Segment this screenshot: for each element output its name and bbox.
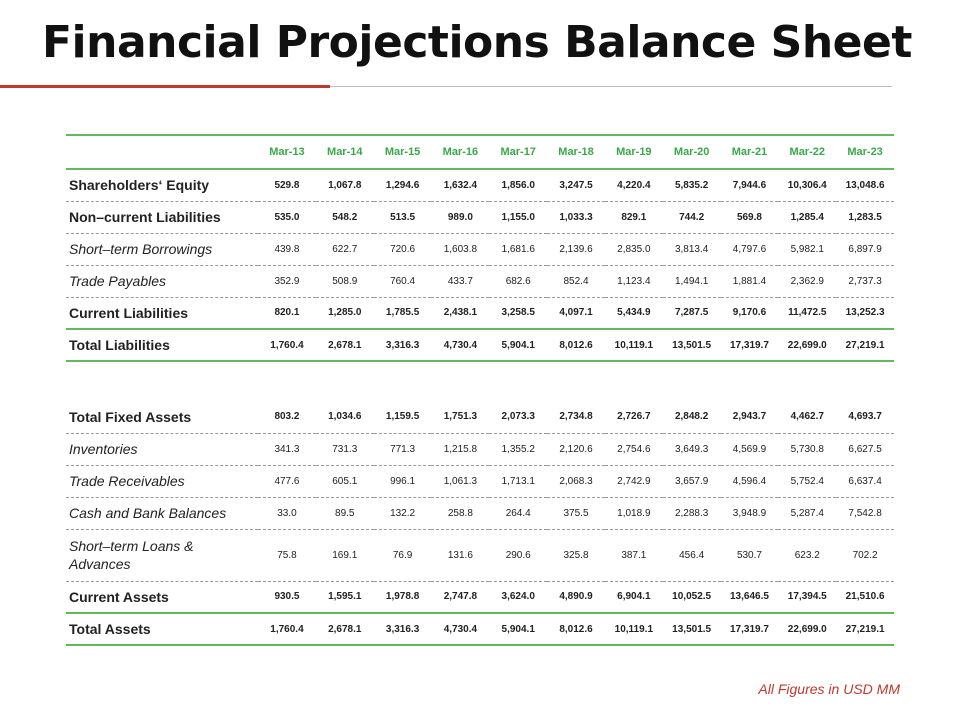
value-cell: 27,219.1 xyxy=(836,613,894,645)
value-cell: 1,215.8 xyxy=(431,433,489,465)
value-cell: 13,501.5 xyxy=(663,613,721,645)
units-footnote: All Figures in USD MM xyxy=(758,681,900,697)
value-cell: 258.8 xyxy=(431,497,489,529)
value-cell: 387.1 xyxy=(605,529,663,581)
value-cell: 2,438.1 xyxy=(431,297,489,329)
column-header: Mar-16 xyxy=(431,135,489,169)
value-cell: 4,730.4 xyxy=(431,329,489,361)
value-cell: 3,813.4 xyxy=(663,233,721,265)
value-cell: 3,316.3 xyxy=(374,329,432,361)
column-header: Mar-23 xyxy=(836,135,894,169)
value-cell: 89.5 xyxy=(316,497,374,529)
value-cell: 169.1 xyxy=(316,529,374,581)
value-cell: 3,624.0 xyxy=(489,581,547,613)
table-row xyxy=(66,233,894,265)
column-header: Mar-14 xyxy=(316,135,374,169)
value-cell: 1,785.5 xyxy=(374,297,432,329)
value-cell: 8,012.6 xyxy=(547,613,605,645)
value-cell: 5,730.8 xyxy=(778,433,836,465)
value-cell: 3,247.5 xyxy=(547,169,605,201)
value-cell: 27,219.1 xyxy=(836,329,894,361)
value-cell: 2,288.3 xyxy=(663,497,721,529)
value-cell: 760.4 xyxy=(374,265,432,297)
value-cell: 75.8 xyxy=(258,529,316,581)
value-cell: 433.7 xyxy=(431,265,489,297)
value-cell: 2,073.3 xyxy=(489,401,547,433)
value-cell: 1,760.4 xyxy=(258,613,316,645)
value-cell: 7,542.8 xyxy=(836,497,894,529)
value-cell: 2,747.8 xyxy=(431,581,489,613)
value-cell: 2,943.7 xyxy=(721,401,779,433)
value-cell: 605.1 xyxy=(316,465,374,497)
value-cell: 2,737.3 xyxy=(836,265,894,297)
value-cell: 352.9 xyxy=(258,265,316,297)
value-cell: 1,294.6 xyxy=(374,169,432,201)
value-cell: 2,678.1 xyxy=(316,329,374,361)
table-row xyxy=(66,401,894,433)
value-cell: 803.2 xyxy=(258,401,316,433)
value-cell: 1,713.1 xyxy=(489,465,547,497)
row-label: Non–current Liabilities xyxy=(66,201,258,233)
value-cell: 548.2 xyxy=(316,201,374,233)
spacer-cell xyxy=(66,361,894,401)
value-cell: 1,494.1 xyxy=(663,265,721,297)
value-cell: 375.5 xyxy=(547,497,605,529)
column-header: Mar-21 xyxy=(721,135,779,169)
value-cell: 513.5 xyxy=(374,201,432,233)
value-cell: 569.8 xyxy=(721,201,779,233)
value-cell: 341.3 xyxy=(258,433,316,465)
column-header: Mar-22 xyxy=(778,135,836,169)
value-cell: 1,751.3 xyxy=(431,401,489,433)
value-cell: 477.6 xyxy=(258,465,316,497)
table-row xyxy=(66,329,894,361)
value-cell: 1,681.6 xyxy=(489,233,547,265)
page-title: Financial Projections Balance Sheet xyxy=(42,17,912,68)
value-cell: 13,501.5 xyxy=(663,329,721,361)
value-cell: 33.0 xyxy=(258,497,316,529)
value-cell: 3,258.5 xyxy=(489,297,547,329)
value-cell: 13,048.6 xyxy=(836,169,894,201)
value-cell: 820.1 xyxy=(258,297,316,329)
value-cell: 4,569.9 xyxy=(721,433,779,465)
value-cell: 2,726.7 xyxy=(605,401,663,433)
value-cell: 5,434.9 xyxy=(605,297,663,329)
value-cell: 21,510.6 xyxy=(836,581,894,613)
column-header: Mar-17 xyxy=(489,135,547,169)
value-cell: 1,283.5 xyxy=(836,201,894,233)
value-cell: 771.3 xyxy=(374,433,432,465)
value-cell: 2,068.3 xyxy=(547,465,605,497)
column-header: Mar-19 xyxy=(605,135,663,169)
value-cell: 702.2 xyxy=(836,529,894,581)
value-cell: 530.7 xyxy=(721,529,779,581)
value-cell: 989.0 xyxy=(431,201,489,233)
value-cell: 2,678.1 xyxy=(316,613,374,645)
column-header: Mar-13 xyxy=(258,135,316,169)
value-cell: 623.2 xyxy=(778,529,836,581)
value-cell: 3,657.9 xyxy=(663,465,721,497)
value-cell: 9,170.6 xyxy=(721,297,779,329)
value-cell: 930.5 xyxy=(258,581,316,613)
value-cell: 1,603.8 xyxy=(431,233,489,265)
value-cell: 535.0 xyxy=(258,201,316,233)
value-cell: 2,139.6 xyxy=(547,233,605,265)
table-row xyxy=(66,297,894,329)
value-cell: 6,897.9 xyxy=(836,233,894,265)
column-header: Mar-20 xyxy=(663,135,721,169)
value-cell: 5,835.2 xyxy=(663,169,721,201)
row-label: Total Fixed Assets xyxy=(66,401,258,433)
row-label: Cash and Bank Balances xyxy=(66,497,258,529)
title-underline-divider xyxy=(330,86,892,87)
row-label: Trade Payables xyxy=(66,265,258,297)
value-cell: 2,754.6 xyxy=(605,433,663,465)
value-cell: 8,012.6 xyxy=(547,329,605,361)
value-cell: 7,287.5 xyxy=(663,297,721,329)
value-cell: 4,220.4 xyxy=(605,169,663,201)
value-cell: 4,596.4 xyxy=(721,465,779,497)
value-cell: 2,835.0 xyxy=(605,233,663,265)
value-cell: 1,061.3 xyxy=(431,465,489,497)
balance-sheet-table xyxy=(66,134,894,646)
value-cell: 4,097.1 xyxy=(547,297,605,329)
value-cell: 1,159.5 xyxy=(374,401,432,433)
value-cell: 11,472.5 xyxy=(778,297,836,329)
row-label: Total Liabilities xyxy=(66,329,258,361)
value-cell: 1,595.1 xyxy=(316,581,374,613)
value-cell: 17,319.7 xyxy=(721,329,779,361)
value-cell: 6,637.4 xyxy=(836,465,894,497)
table-row xyxy=(66,265,894,297)
value-cell: 996.1 xyxy=(374,465,432,497)
value-cell: 264.4 xyxy=(489,497,547,529)
value-cell: 1,881.4 xyxy=(721,265,779,297)
value-cell: 325.8 xyxy=(547,529,605,581)
value-cell: 2,362.9 xyxy=(778,265,836,297)
value-cell: 22,699.0 xyxy=(778,613,836,645)
value-cell: 1,033.3 xyxy=(547,201,605,233)
value-cell: 10,119.1 xyxy=(605,613,663,645)
value-cell: 2,120.6 xyxy=(547,433,605,465)
value-cell: 5,982.1 xyxy=(778,233,836,265)
row-label: Total Assets xyxy=(66,613,258,645)
value-cell: 456.4 xyxy=(663,529,721,581)
row-label: Short–term Borrowings xyxy=(66,233,258,265)
value-cell: 4,462.7 xyxy=(778,401,836,433)
column-header: Mar-15 xyxy=(374,135,432,169)
value-cell: 1,285.4 xyxy=(778,201,836,233)
table-row xyxy=(66,169,894,201)
value-cell: 1,632.4 xyxy=(431,169,489,201)
value-cell: 17,319.7 xyxy=(721,613,779,645)
value-cell: 1,285.0 xyxy=(316,297,374,329)
value-cell: 1,978.8 xyxy=(374,581,432,613)
row-label: Short–term Loans & Advances xyxy=(66,529,258,581)
value-cell: 6,904.1 xyxy=(605,581,663,613)
row-label: Trade Receivables xyxy=(66,465,258,497)
value-cell: 439.8 xyxy=(258,233,316,265)
value-cell: 1,856.0 xyxy=(489,169,547,201)
value-cell: 5,904.1 xyxy=(489,329,547,361)
table-row xyxy=(66,465,894,497)
value-cell: 5,904.1 xyxy=(489,613,547,645)
value-cell: 4,693.7 xyxy=(836,401,894,433)
value-cell: 13,646.5 xyxy=(721,581,779,613)
value-cell: 529.8 xyxy=(258,169,316,201)
value-cell: 10,119.1 xyxy=(605,329,663,361)
value-cell: 2,848.2 xyxy=(663,401,721,433)
value-cell: 829.1 xyxy=(605,201,663,233)
row-label: Current Liabilities xyxy=(66,297,258,329)
value-cell: 622.7 xyxy=(316,233,374,265)
value-cell: 13,252.3 xyxy=(836,297,894,329)
header-label-cell xyxy=(66,135,258,169)
value-cell: 3,316.3 xyxy=(374,613,432,645)
table-row xyxy=(66,581,894,613)
value-cell: 4,890.9 xyxy=(547,581,605,613)
value-cell: 10,306.4 xyxy=(778,169,836,201)
value-cell: 508.9 xyxy=(316,265,374,297)
column-header: Mar-18 xyxy=(547,135,605,169)
value-cell: 6,627.5 xyxy=(836,433,894,465)
table-row xyxy=(66,529,894,581)
value-cell: 17,394.5 xyxy=(778,581,836,613)
title-underline-accent xyxy=(0,85,330,88)
value-cell: 10,052.5 xyxy=(663,581,721,613)
value-cell: 22,699.0 xyxy=(778,329,836,361)
value-cell: 131.6 xyxy=(431,529,489,581)
table-row xyxy=(66,613,894,645)
value-cell: 731.3 xyxy=(316,433,374,465)
value-cell: 1,018.9 xyxy=(605,497,663,529)
value-cell: 5,752.4 xyxy=(778,465,836,497)
value-cell: 720.6 xyxy=(374,233,432,265)
value-cell: 1,760.4 xyxy=(258,329,316,361)
value-cell: 1,067.8 xyxy=(316,169,374,201)
table-header-row xyxy=(66,135,894,169)
value-cell: 1,123.4 xyxy=(605,265,663,297)
value-cell: 852.4 xyxy=(547,265,605,297)
value-cell: 4,730.4 xyxy=(431,613,489,645)
value-cell: 2,742.9 xyxy=(605,465,663,497)
value-cell: 3,948.9 xyxy=(721,497,779,529)
value-cell: 76.9 xyxy=(374,529,432,581)
section-spacer xyxy=(66,361,894,401)
value-cell: 132.2 xyxy=(374,497,432,529)
table-row xyxy=(66,497,894,529)
value-cell: 1,034.6 xyxy=(316,401,374,433)
table-row xyxy=(66,201,894,233)
row-label: Shareholders‘ Equity xyxy=(66,169,258,201)
value-cell: 744.2 xyxy=(663,201,721,233)
value-cell: 1,355.2 xyxy=(489,433,547,465)
value-cell: 7,944.6 xyxy=(721,169,779,201)
row-label: Inventories xyxy=(66,433,258,465)
value-cell: 3,649.3 xyxy=(663,433,721,465)
value-cell: 5,287.4 xyxy=(778,497,836,529)
row-label: Current Assets xyxy=(66,581,258,613)
value-cell: 290.6 xyxy=(489,529,547,581)
value-cell: 1,155.0 xyxy=(489,201,547,233)
value-cell: 4,797.6 xyxy=(721,233,779,265)
table-row xyxy=(66,433,894,465)
value-cell: 2,734.8 xyxy=(547,401,605,433)
value-cell: 682.6 xyxy=(489,265,547,297)
